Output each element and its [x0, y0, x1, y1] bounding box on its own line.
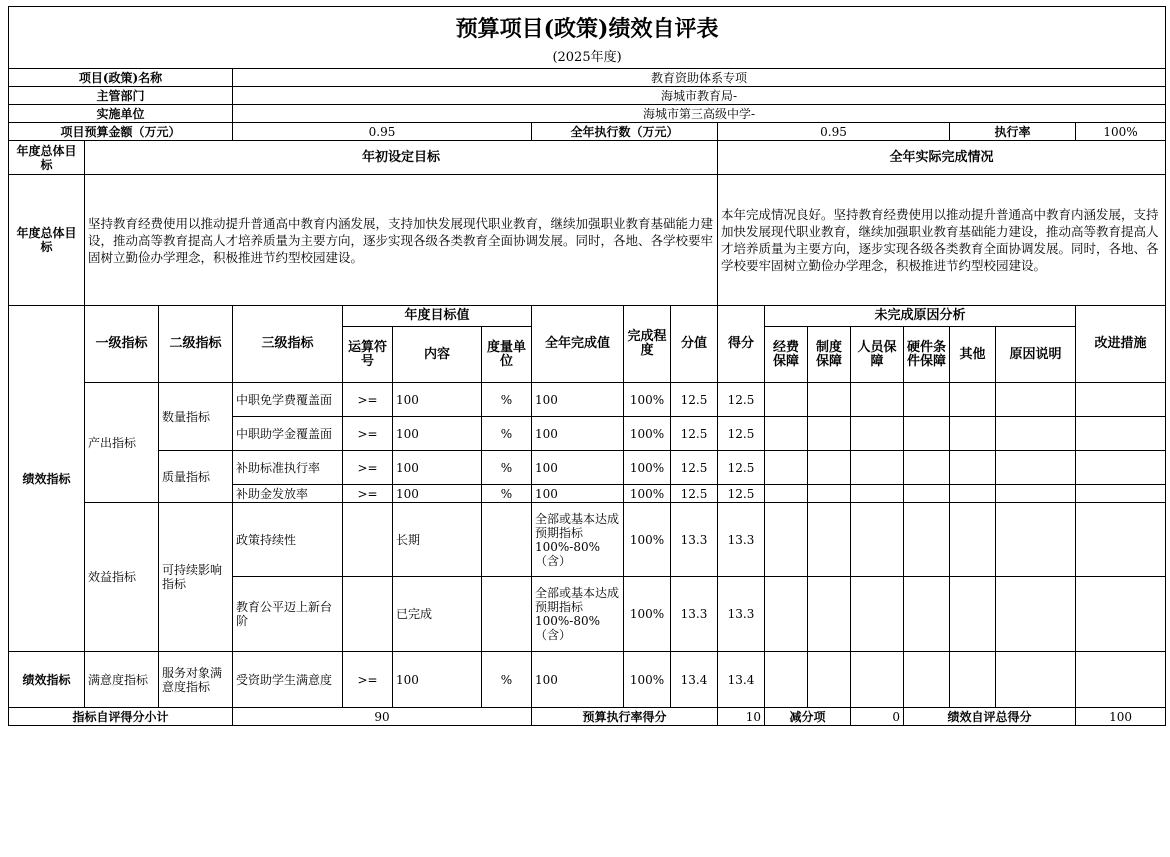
indicator-score: 12.5 [718, 383, 765, 417]
indicator-actual: 100 [532, 652, 624, 708]
indicator-score: 13.3 [718, 577, 765, 652]
indicator-weight: 12.5 [671, 383, 718, 417]
deduction-label: 减分项 [765, 708, 851, 726]
reason-analysis-header: 未完成原因分析 [765, 306, 1076, 327]
indicator-actual: 100 [532, 417, 624, 451]
indicator-name: 中职免学费覆盖面 [233, 383, 343, 417]
indicator-operator [343, 503, 393, 577]
page-title: 预算项目(政策)绩效自评表 [9, 7, 1166, 49]
department-label: 主管部门 [9, 87, 233, 105]
indicator-unit [482, 577, 532, 652]
group-output: 产出指标 [85, 383, 159, 503]
group-satisfaction: 满意度指标 [85, 652, 159, 708]
indicator-score: 12.5 [718, 451, 765, 485]
unit-header: 度量单位 [482, 327, 532, 383]
indicator-name: 补助标准执行率 [233, 451, 343, 485]
initial-goal-header: 年初设定目标 [85, 141, 718, 175]
subtotal-label: 指标自评得分小计 [9, 708, 233, 726]
annual-goal-label: 年度总体目标 [9, 175, 85, 306]
implementing-unit-value: 海城市第三高级中学- [233, 105, 1166, 123]
indicator-completion: 100% [624, 652, 671, 708]
indicator-score: 13.4 [718, 652, 765, 708]
indicator-operator [343, 577, 393, 652]
execution-rate-value: 100% [1076, 123, 1166, 141]
actual-completion-text: 本年完成情况良好。坚持教育经费使用以推动提升普通高中教育内涵发展，支持加快发展现代职业教育，继续加强职业教育基础能力建设，推动高等教育提高人才培养质量为主要方向，逐步实现各级各类教育全面协调发展。同时，各地、各学校要牢固树立勤俭办学理念，积极推进节约型校园建设。 [718, 175, 1166, 306]
indicator-content: 100 [393, 451, 482, 485]
score-value-header: 分值 [671, 306, 718, 383]
indicator-completion: 100% [624, 451, 671, 485]
reason-description-header: 原因说明 [996, 327, 1076, 383]
improvement-header: 改进措施 [1076, 306, 1166, 383]
level2-header: 二级指标 [159, 306, 233, 383]
executed-amount-label: 全年执行数（万元） [532, 123, 718, 141]
project-name-label: 项目(政策)名称 [9, 69, 233, 87]
indicator-weight: 13.4 [671, 652, 718, 708]
executed-amount-value: 0.95 [718, 123, 950, 141]
score-header: 得分 [718, 306, 765, 383]
indicator-actual: 全部或基本达成预期指标100%-80%（含） [532, 577, 624, 652]
completion-header: 完成程度 [624, 306, 671, 383]
indicator-weight: 12.5 [671, 485, 718, 503]
indicator-operator: >= [343, 383, 393, 417]
indicator-content: 已完成 [393, 577, 482, 652]
group-sustainability: 可持续影响指标 [159, 503, 233, 652]
indicator-completion: 100% [624, 577, 671, 652]
annual-goal-header-label: 年度总体目标 [9, 141, 85, 175]
initial-goal-text: 坚持教育经费使用以推动提升普通高中教育内涵发展，支持加快发展现代职业教育，继续加强职业教育基础能力建设，推动高等教育提高人才培养质量为主要方向，逐步实现各级各类教育全面协调发展。同时，各地、各学校要牢固树立勤俭办学理念，积极推进节约型校园建设。 [85, 175, 718, 306]
budget-amount-value: 0.95 [233, 123, 532, 141]
reason-other-header: 其他 [950, 327, 996, 383]
level3-header: 三级指标 [233, 306, 343, 383]
deduction-value: 0 [851, 708, 904, 726]
group-benefit: 效益指标 [85, 503, 159, 652]
total-score-value: 100 [1076, 708, 1166, 726]
reason-system-header: 制度保障 [808, 327, 851, 383]
indicator-completion: 100% [624, 485, 671, 503]
indicator-score: 13.3 [718, 503, 765, 577]
indicator-name: 受资助学生满意度 [233, 652, 343, 708]
reason-funding-header: 经费保障 [765, 327, 808, 383]
department-value: 海城市教育局- [233, 87, 1166, 105]
indicator-name: 补助金发放率 [233, 485, 343, 503]
subtotal-value: 90 [233, 708, 532, 726]
budget-rate-score-label: 预算执行率得分 [532, 708, 718, 726]
indicator-weight: 12.5 [671, 417, 718, 451]
report-year: (2025年度) [9, 48, 1166, 69]
actual-value-header: 全年完成值 [532, 306, 624, 383]
indicator-weight: 12.5 [671, 451, 718, 485]
indicator-name: 教育公平迈上新台阶 [233, 577, 343, 652]
indicator-content: 100 [393, 383, 482, 417]
group-service-satisfaction: 服务对象满意度指标 [159, 652, 233, 708]
content-header: 内容 [393, 327, 482, 383]
performance-self-evaluation-table [8, 6, 1166, 726]
satisfaction-section-label: 绩效指标 [9, 652, 85, 708]
indicator-content: 100 [393, 485, 482, 503]
indicator-score: 12.5 [718, 417, 765, 451]
indicator-actual: 100 [532, 485, 624, 503]
indicator-actual: 100 [532, 383, 624, 417]
indicator-actual: 全部或基本达成预期指标100%-80%（含） [532, 503, 624, 577]
execution-rate-label: 执行率 [950, 123, 1076, 141]
indicator-name: 中职助学金覆盖面 [233, 417, 343, 451]
indicator-content: 100 [393, 652, 482, 708]
indicator-unit: % [482, 383, 532, 417]
reason-hardware-header: 硬件条件保障 [904, 327, 950, 383]
indicator-weight: 13.3 [671, 577, 718, 652]
indicator-unit: % [482, 485, 532, 503]
operator-header: 运算符号 [343, 327, 393, 383]
indicator-operator: >= [343, 485, 393, 503]
indicator-completion: 100% [624, 503, 671, 577]
actual-completion-header: 全年实际完成情况 [718, 141, 1166, 175]
indicator-name: 政策持续性 [233, 503, 343, 577]
indicator-unit: % [482, 652, 532, 708]
project-name-value: 教育资助体系专项 [233, 69, 1166, 87]
indicator-operator: >= [343, 451, 393, 485]
indicator-actual: 100 [532, 451, 624, 485]
level1-header: 一级指标 [85, 306, 159, 383]
indicator-content: 100 [393, 417, 482, 451]
indicator-unit [482, 503, 532, 577]
indicator-unit: % [482, 417, 532, 451]
group-quality: 质量指标 [159, 451, 233, 503]
total-score-label: 绩效自评总得分 [904, 708, 1076, 726]
implementing-unit-label: 实施单位 [9, 105, 233, 123]
budget-rate-score-value: 10 [718, 708, 765, 726]
performance-indicator-section-label: 绩效指标 [9, 306, 85, 652]
annual-target-header: 年度目标值 [343, 306, 532, 327]
indicator-weight: 13.3 [671, 503, 718, 577]
indicator-score: 12.5 [718, 485, 765, 503]
indicator-unit: % [482, 451, 532, 485]
indicator-operator: >= [343, 652, 393, 708]
group-quantity: 数量指标 [159, 383, 233, 451]
indicator-operator: >= [343, 417, 393, 451]
indicator-completion: 100% [624, 417, 671, 451]
indicator-content: 长期 [393, 503, 482, 577]
indicator-completion: 100% [624, 383, 671, 417]
reason-staff-header: 人员保障 [851, 327, 904, 383]
budget-amount-label: 项目预算金额（万元） [9, 123, 233, 141]
